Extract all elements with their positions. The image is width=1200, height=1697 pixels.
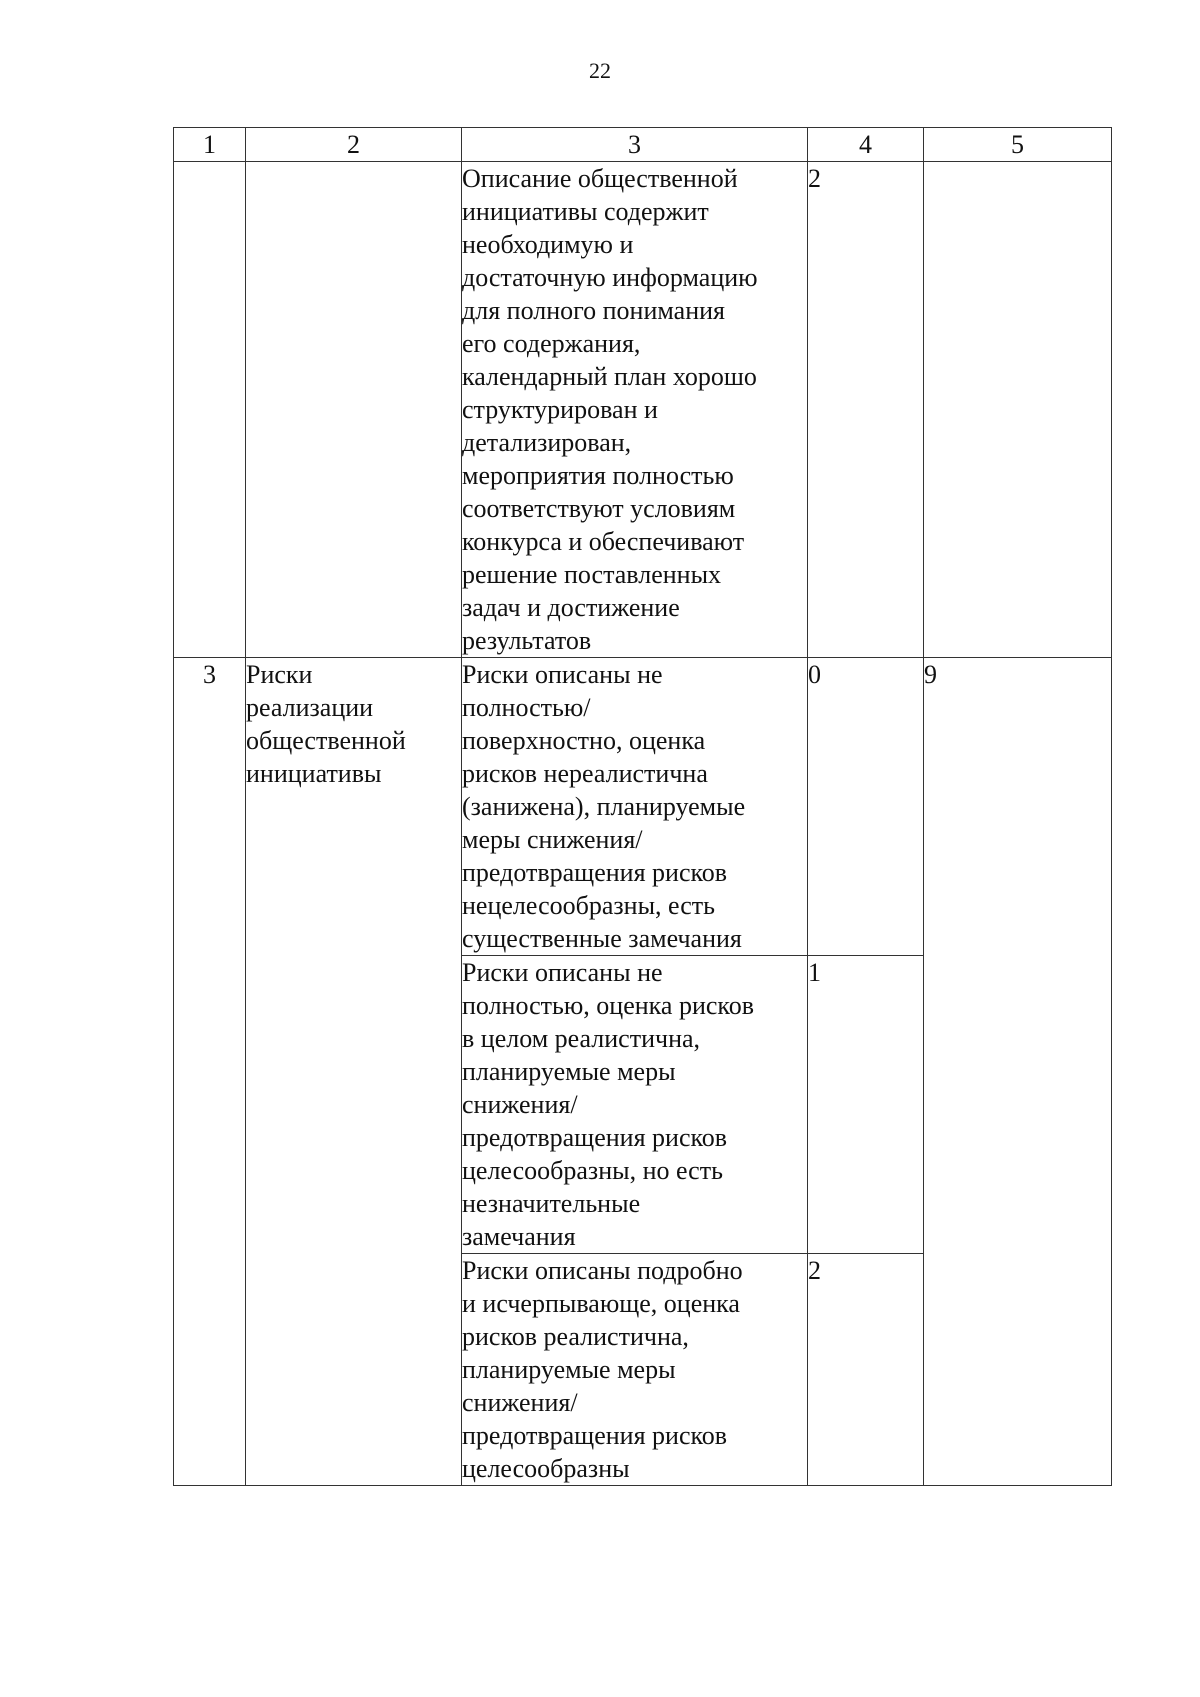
header-col-1: 1 (174, 128, 246, 162)
header-col-2: 2 (246, 128, 462, 162)
criterion-max-score: 9 (924, 658, 1112, 1486)
criterion-name: Риски реализации общественной инициативы (246, 658, 462, 1486)
level-score: 0 (808, 658, 924, 956)
empty-number-cell (174, 162, 246, 658)
table-row (174, 658, 1112, 956)
level-score: 2 (808, 162, 924, 658)
header-row (174, 128, 1112, 162)
level-score: 2 (808, 1254, 924, 1486)
empty-max-score-cell (924, 162, 1112, 658)
empty-criterion-cell (246, 162, 462, 658)
criterion-number: 3 (174, 658, 246, 1486)
level-description: Риски описаны не полностью, оценка рисков в целом реалистична, планируемые меры снижения/ предотвращения рисков целесообразны, но есть незначительные замечания (462, 956, 808, 1254)
criteria-table (173, 127, 1112, 1486)
table-row (174, 162, 1112, 658)
level-description: Риски описаны подробно и исчерпывающе, оценка рисков реалистична, планируемые меры снижения/ предотвращения рисков целесообразны (462, 1254, 808, 1486)
level-score: 1 (808, 956, 924, 1254)
level-description: Риски описаны не полностью/ поверхностно, оценка рисков нереалистична (занижена), планируемые меры снижения/ предотвращения рисков нецелесообразны, есть существенные замечания (462, 658, 808, 956)
header-col-4: 4 (808, 128, 924, 162)
level-description: Описание общественной инициативы содержит необходимую и достаточную информацию для полного понимания его содержания, календарный план хорошо структурирован и детализирован, мероприятия полностью соответствуют условиям конкурса и обеспечивают решение поставленных задач и достижение результатов (462, 162, 808, 658)
page-number: 22 (589, 58, 611, 83)
header-col-3: 3 (462, 128, 808, 162)
header-col-5: 5 (924, 128, 1112, 162)
